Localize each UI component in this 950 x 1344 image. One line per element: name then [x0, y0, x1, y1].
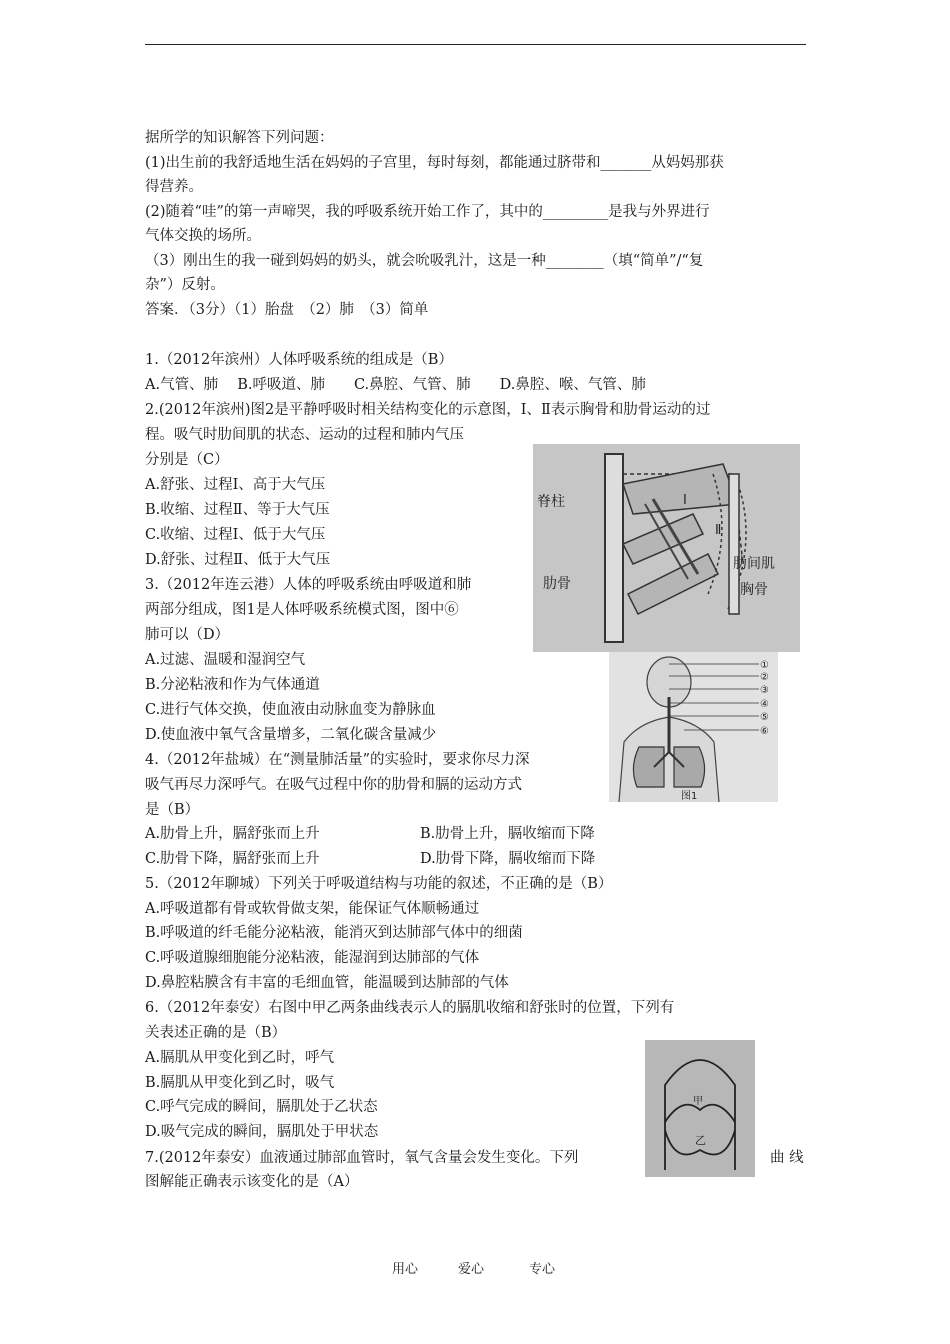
q2-stem-line1: 2.(2012年滨州)图2是平静呼吸时相关结构变化的示意图，Ⅰ、Ⅱ表示胸骨和肋骨运动的过 [145, 402, 711, 418]
q2-option-b: B.收缩、过程Ⅱ、等于大气压 [145, 502, 330, 518]
q2-option-a: A.舒张、过程Ⅰ、高于大气压 [145, 477, 326, 493]
q4-option-c: C.肋骨下降，膈舒张而上升 [145, 851, 320, 867]
q3-option-c: C.进行气体交换，使血液由动脉血变为静脉血 [145, 702, 436, 718]
label-yi: 乙 [695, 1134, 706, 1147]
marker-4: ④ [760, 699, 769, 710]
q2-option-d: D.舒张、过程Ⅱ、低于大气压 [145, 552, 331, 568]
q1-options: A.气管、肺 B.呼吸道、肺 C.鼻腔、气管、肺 D.鼻腔、喉、气管、肺 [145, 377, 646, 393]
q4-option-d: D.肋骨下降，膈收缩而下降 [420, 851, 596, 867]
q4-stem-line1: 4.（2012年盐城）在“测量肺活量”的实验时，要求你尽力深 [145, 752, 530, 768]
label-rib: 肋骨 [543, 576, 571, 592]
q6-stem-line2: 关表述正确的是（B） [145, 1025, 287, 1041]
q4-option-b: B.肋骨上升，膈收缩而下降 [420, 826, 595, 842]
intro-lead: 据所学的知识解答下列问题： [145, 130, 334, 146]
figure-caption: 图1 [681, 791, 698, 802]
q6-option-a: A.膈肌从甲变化到乙时，呼气 [145, 1050, 335, 1066]
sternum-bar [729, 474, 739, 614]
marker-1: ① [760, 660, 769, 671]
q3-option-a: A.过滤、温暖和湿润空气 [145, 652, 306, 668]
left-lung [633, 747, 664, 787]
thorax-outline [665, 1060, 735, 1170]
label-jia: 甲 [693, 1096, 703, 1107]
q5-option-d: D.鼻腔粘膜含有丰富的毛细血管，能温暖到达肺部的气体 [145, 975, 509, 991]
q2-option-c: C.收缩、过程Ⅰ、低于大气压 [145, 527, 326, 543]
label-roman-1: Ⅰ [683, 493, 687, 508]
q6-option-c: C.呼气完成的瞬间，膈肌处于乙状态 [145, 1099, 378, 1115]
lower-rib [628, 554, 718, 614]
q5-option-b: B.呼吸道的纤毛能分泌粘液，能消灭到达肺部气体中的细菌 [145, 925, 523, 941]
q7-stem-line2: 图解能正确表示该变化的是（A） [145, 1174, 359, 1190]
footer-text-2: 爱心 [458, 1262, 485, 1277]
q6-option-b: B.膈肌从甲变化到乙时，吸气 [145, 1075, 335, 1091]
figure-rib-movement [533, 444, 800, 652]
figure-respiratory-system [609, 652, 778, 802]
q6-option-d: D.吸气完成的瞬间，膈肌处于甲状态 [145, 1124, 379, 1140]
q7-stem-line1: 7.(2012年泰安）血液通过肺部血管时，氧气含量会发生变化。下列 [145, 1150, 579, 1166]
intro-q3-line1: （3）刚出生的我一碰到妈妈的奶头，就会吮吸乳汁，这是一种________（填“简单”/“复 [145, 253, 704, 269]
right-lung [674, 747, 705, 787]
diaphragm-diagram [645, 1040, 755, 1177]
q7-stem-tail: 曲 线 [770, 1150, 804, 1166]
intro-q3-line2: 杂”）反射。 [145, 277, 225, 293]
q3-stem-line3: 肺可以（D） [145, 627, 230, 643]
figure-diaphragm [645, 1040, 755, 1177]
intro-q2-line1: (2)随着“哇”的第一声啼哭，我的呼吸系统开始工作了，其中的_________是我与外界进行 [145, 204, 710, 220]
q5-option-a: A.呼吸道都有骨或软骨做支架，能保证气体顺畅通过 [145, 901, 480, 917]
q3-stem-line2: 两部分组成，图1是人体呼吸系统模式图，图中⑥ [145, 602, 459, 618]
q5-stem: 5.（2012年聊城）下列关于呼吸道结构与功能的叙述，不正确的是（B） [145, 876, 613, 892]
footer-text-3: 专心 [529, 1262, 556, 1277]
marker-6: ⑥ [760, 726, 769, 737]
label-sternum: 胸骨 [740, 582, 768, 598]
marker-5: ⑤ [760, 712, 769, 723]
intro-q1-line1: (1)出生前的我舒适地生活在妈妈的子宫里，每时每刻，都能通过脐带和_______从妈妈那获 [145, 155, 724, 171]
q3-option-b: B.分泌粘液和作为气体通道 [145, 677, 320, 693]
q4-stem-line3: 是（B） [145, 802, 200, 818]
intro-q2-line2: 气体交换的场所。 [145, 228, 261, 244]
q4-stem-line2: 吸气再尽力深呼气。在吸气过程中你的肋骨和膈的运动方式 [145, 777, 522, 793]
middle-rib [623, 514, 703, 564]
footer-text-1: 用心 [392, 1262, 419, 1277]
rib-movement-diagram [533, 444, 800, 652]
header-rule [145, 44, 806, 45]
q6-stem-line1: 6.（2012年泰安）右图中甲乙两条曲线表示人的膈肌收缩和舒张时的位置，下列有 [145, 1000, 675, 1016]
respiratory-system-diagram [609, 652, 778, 802]
marker-2: ② [760, 672, 769, 683]
label-intercostal: 肋间肌 [733, 556, 775, 572]
intro-answer: 答案．（3分）（1）胎盘 （2）肺 （3）简单 [145, 302, 429, 318]
q3-option-d: D.使血液中氧气含量增多，二氧化碳含量减少 [145, 727, 437, 743]
q1-stem: 1.（2012年滨州）人体呼吸系统的组成是（B） [145, 352, 453, 368]
upper-rib [623, 464, 738, 514]
label-spine: 脊柱 [537, 494, 565, 510]
marker-3: ③ [760, 685, 769, 696]
q3-stem-line1: 3.（2012年连云港）人体的呼吸系统由呼吸道和肺 [145, 577, 472, 593]
diaphragm-curve-jia [665, 1105, 735, 1122]
q2-stem-line2: 程。吸气时肋间肌的状态、运动的过程和肺内气压 [145, 427, 464, 443]
label-roman-2: Ⅱ [715, 523, 722, 538]
q5-option-c: C.呼吸道腺细胞能分泌粘液，能湿润到达肺部的气体 [145, 950, 480, 966]
intro-q1-line2: 得营养。 [145, 179, 203, 195]
spine-bar [605, 454, 623, 642]
q2-stem-line3: 分别是（C） [145, 452, 229, 468]
q4-option-a: A.肋骨上升，膈舒张而上升 [145, 826, 320, 842]
